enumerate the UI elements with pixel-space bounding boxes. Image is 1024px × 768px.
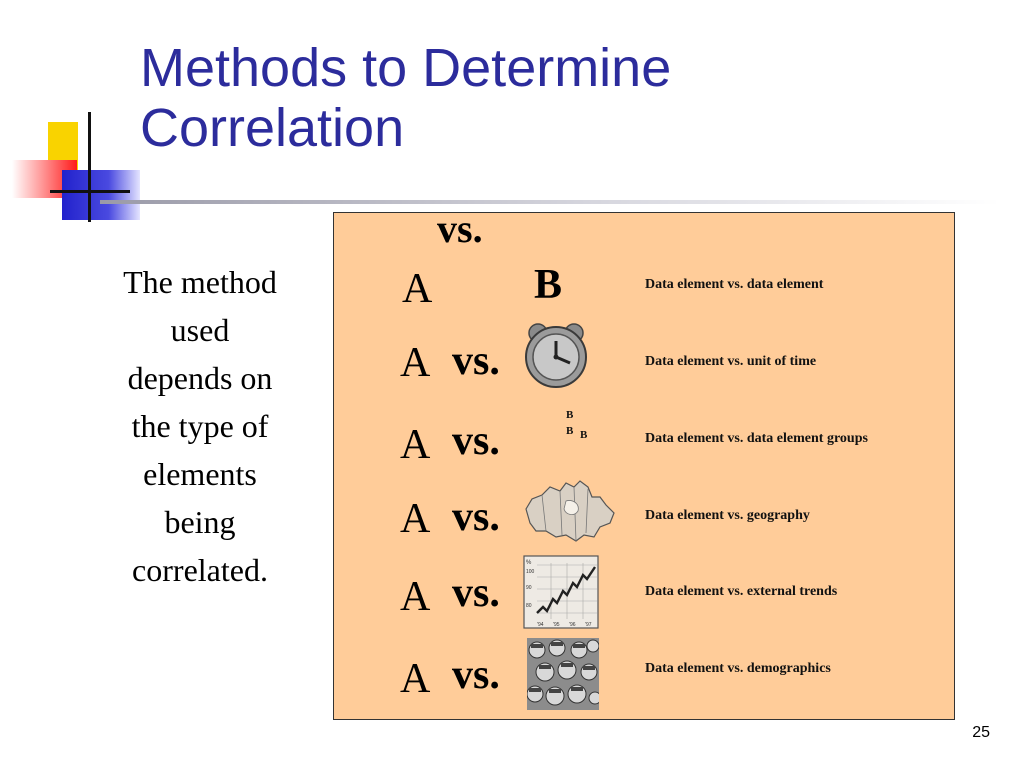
canada-map-icon [522,475,618,553]
row-5-letter-a: A [400,574,431,620]
corner-decoration-horizontal-line [50,190,130,193]
row-2-label: Data element vs. unit of time [645,354,817,369]
page-number: 25 [972,724,990,741]
body-text-line: The method [123,264,277,300]
trend-chart-y-tick: 90 [526,585,532,591]
row-2-letter-a: A [400,340,431,386]
corner-decoration-vertical-line [88,112,91,222]
body-text-line: correlated. [132,552,268,588]
group-letter: B [566,425,574,437]
slide-title-line-2: Correlation [140,98,405,158]
body-text-line: depends on [127,360,273,396]
row-3-label: Data element vs. data element groups [645,431,868,446]
slide-title-line-1: Methods to Determine [140,38,672,98]
row-3-vs: vs. [452,418,500,464]
slide-title [140,38,671,158]
row-3-letter-a: A [400,422,431,468]
data-element-groups-icon [530,405,600,455]
row-1-label: Data element vs. data element [645,277,824,292]
row-1-letter-b: B [534,262,563,308]
row-6-letter-a: A [400,656,431,702]
trend-chart-x-tick: '94 [537,622,544,628]
trend-chart-y-tick: 80 [526,603,532,609]
crowd-icon [527,638,599,710]
alarm-clock-icon [520,319,592,391]
trend-chart-x-tick: '96 [569,622,576,628]
row-2-vs: vs. [452,338,500,384]
row-1-letter-a: A [402,266,433,312]
body-text-line: elements [143,456,257,492]
body-text-line: being [164,504,236,540]
row-4-letter-a: A [400,496,431,542]
group-letter: B [566,409,574,421]
row-5-label: Data element vs. external trends [645,584,838,599]
panel-header-vs: vs. [437,212,483,251]
trend-chart-y-unit: % [526,560,532,566]
title-divider [100,200,1000,204]
row-6-vs: vs. [452,652,500,698]
row-4-vs: vs. [452,494,500,540]
trend-chart-icon [523,555,599,629]
body-text-line: the type of [131,408,269,444]
row-6-label: Data element vs. demographics [645,661,831,676]
body-text-line: used [170,312,230,348]
row-5-vs: vs. [452,570,500,616]
body-text [100,258,300,594]
row-4-label: Data element vs. geography [645,508,810,523]
correlation-methods-panel [333,212,955,720]
trend-chart-x-tick: '97 [585,622,592,628]
group-letter: B [580,429,588,441]
corner-decoration-blue [62,170,140,220]
trend-chart-x-tick: '95 [553,622,560,628]
trend-chart-y-tick: 100 [526,569,535,575]
